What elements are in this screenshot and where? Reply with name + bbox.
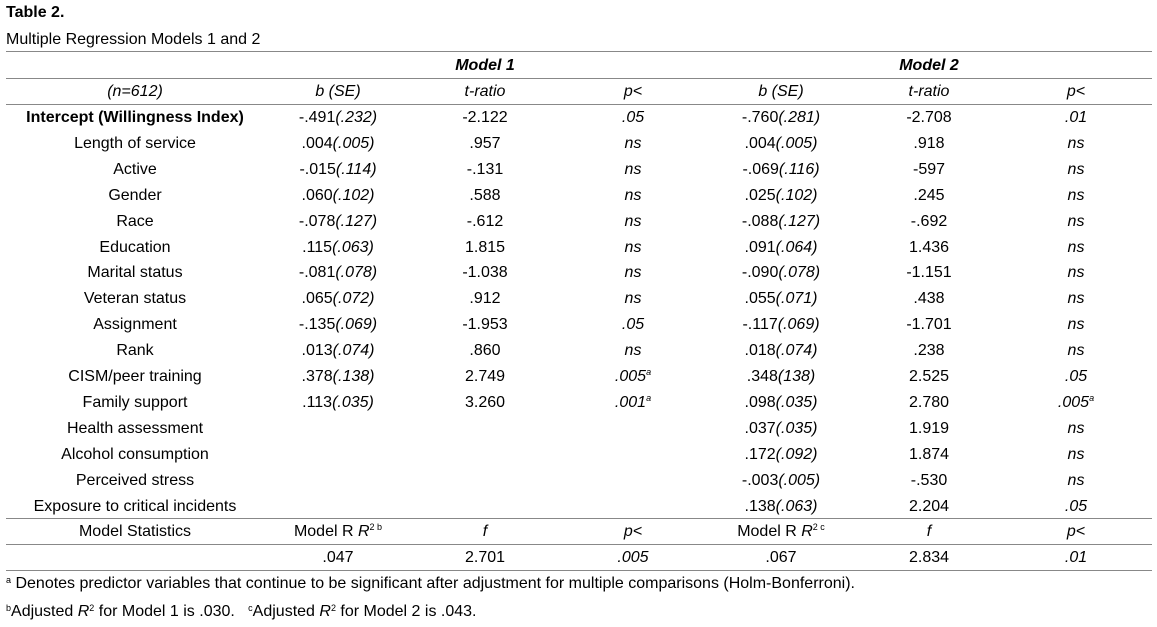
m2-t-ratio: .918 [913, 135, 945, 152]
m2-p-value: .05 [1064, 368, 1088, 385]
m2-p-value: ns [1067, 290, 1085, 307]
row-label: Intercept (Willingness Index) [26, 109, 244, 126]
m2-t-ratio: -1.701 [906, 316, 952, 333]
m1-t-ratio: 2.749 [464, 368, 506, 385]
m2-b-se: .172(.092) [744, 446, 818, 463]
m2-b-se: .018(.074) [744, 342, 818, 359]
m1-b-se: -.078(.127) [298, 213, 378, 230]
rule-top [6, 51, 1152, 52]
m1-t-ratio: .588 [469, 187, 501, 204]
rule-body-end [6, 518, 1152, 519]
m1-t-ratio: 1.815 [464, 239, 506, 256]
m1-t-ratio: .912 [469, 290, 501, 307]
m2-r2-label: Model R $R^{2 c}$ [737, 522, 825, 540]
m1-p-value: .05 [621, 316, 645, 333]
row-label: Length of service [74, 135, 196, 152]
m1-b-se: -.081(.078) [298, 264, 378, 281]
col-header-n: (n=612) [107, 83, 163, 100]
m2-f-label: f [926, 523, 932, 540]
m2-p-value: .01 [1064, 549, 1088, 566]
m2-p-value: ns [1067, 420, 1085, 437]
row-label: Assignment [93, 316, 177, 333]
m2-p-label: p< [1066, 523, 1086, 540]
m1-p-value: ns [624, 239, 642, 256]
m2-f-value: 2.834 [908, 549, 950, 566]
row-label: Gender [108, 187, 162, 204]
m1-t-ratio: -.612 [466, 213, 504, 230]
m2-p-value: ns [1067, 446, 1085, 463]
m1-b-se: .060(.102) [301, 187, 375, 204]
model-stats-label: Model Statistics [78, 523, 192, 540]
m1-b-se: -.135(.069) [298, 316, 378, 333]
m1-p-value: ns [624, 290, 642, 307]
m1-r2-label: Model R $R^{2 b}$ [293, 522, 383, 540]
m1-p-value: .05 [621, 109, 645, 126]
m2-p-value: ns [1067, 187, 1085, 204]
model2-header: Model 2 [899, 57, 959, 74]
m2-t-ratio: 2.780 [908, 394, 950, 411]
m2-t-ratio: 1.919 [908, 420, 950, 437]
m2-b-se: -.090(.078) [741, 264, 821, 281]
row-label: CISM/peer training [68, 368, 202, 385]
m1-b-se: .378(.138) [301, 368, 375, 385]
m2-t-ratio: -.530 [910, 472, 948, 489]
m2-p-value: .01 [1064, 109, 1088, 126]
m1-p-value: ns [624, 264, 642, 281]
m2-b-se: .348(138) [746, 368, 816, 385]
m2-p-value: ns [1067, 342, 1085, 359]
m2-b-se: .004(.005) [744, 135, 818, 152]
m2-b-se: -.069(.116) [742, 161, 820, 178]
m1-p-value: ns [624, 187, 642, 204]
m2-t-ratio: .438 [913, 290, 945, 307]
col-header-m1-p: p< [623, 83, 643, 100]
m2-b-se: .091(.064) [744, 239, 818, 256]
m2-t-ratio: .238 [913, 342, 945, 359]
col-header-m1-t: t-ratio [464, 83, 506, 100]
m2-b-se: .037(.035) [744, 420, 818, 437]
rule-model-header [6, 78, 1152, 79]
rule-col-header [6, 104, 1152, 105]
m1-f-value: 2.701 [464, 549, 506, 566]
m2-t-ratio: -1.151 [906, 264, 952, 281]
m2-p-value: ns [1067, 264, 1085, 281]
m1-b-se: .113(.035) [302, 394, 374, 411]
m1-t-ratio: -1.953 [462, 316, 508, 333]
m1-t-ratio: -1.038 [462, 264, 508, 281]
m1-b-se: .115(.063) [302, 239, 374, 256]
m2-t-ratio: .245 [913, 187, 945, 204]
m1-b-se: .004(.005) [301, 135, 375, 152]
row-label: Education [99, 239, 171, 256]
m1-t-ratio: -2.122 [462, 109, 508, 126]
m2-p-value: ns [1067, 213, 1085, 230]
m1-t-ratio: .957 [469, 135, 501, 152]
m2-t-ratio: -597 [912, 161, 946, 178]
m1-b-se: .013(.074) [301, 342, 375, 359]
m2-b-se: .025(.102) [744, 187, 818, 204]
m1-b-se: -.015(.114) [299, 161, 377, 178]
m2-r2-value: .067 [765, 549, 797, 566]
row-label: Race [116, 213, 154, 230]
m2-b-se: -.003(.005) [741, 472, 821, 489]
m1-t-ratio: .860 [469, 342, 501, 359]
m2-p-value: .05 [1064, 498, 1088, 515]
m1-b-se: .065(.072) [301, 290, 375, 307]
col-header-m2-p: p< [1066, 83, 1086, 100]
footnote-a: $^a$ Denotes predictor variables that continue to be significant after adjustment for multiple comparisons (Holm-Bonferroni). [6, 575, 855, 592]
m2-p-value: ns [1067, 161, 1085, 178]
row-label: Marital status [87, 264, 183, 281]
m1-b-se: -.491(.232) [298, 109, 378, 126]
m1-f-label: f [482, 523, 488, 540]
row-label: Exposure to critical incidents [33, 498, 237, 515]
m2-t-ratio: -2.708 [906, 109, 952, 126]
m2-p-value: ns [1067, 135, 1085, 152]
col-header-m2-t: t-ratio [908, 83, 950, 100]
m1-t-ratio: 3.260 [464, 394, 506, 411]
m2-p-value: ns [1067, 239, 1085, 256]
m1-r2-value: .047 [322, 549, 354, 566]
m2-b-se: -.088(.127) [741, 213, 821, 230]
m2-t-ratio: 1.436 [908, 239, 950, 256]
m2-b-se: -.117(.069) [742, 316, 820, 333]
m1-p-value: ns [624, 135, 642, 152]
m2-t-ratio: 2.204 [908, 498, 950, 515]
row-label: Perceived stress [75, 472, 195, 489]
row-label: Rank [116, 342, 154, 359]
m2-t-ratio: 1.874 [908, 446, 950, 463]
m1-p-value: ns [624, 161, 642, 178]
m1-p-label: p< [623, 523, 643, 540]
m2-b-se: .138(.063) [744, 498, 818, 515]
m1-p-value: ns [624, 213, 642, 230]
footnote-bc: $^b$Adjusted $R^2$ for Model 1 is .030. $^c$Adjusted $R^2$ for Model 2 is .043. [6, 603, 477, 620]
row-label: Health assessment [66, 420, 204, 437]
m2-t-ratio: -.692 [910, 213, 948, 230]
m1-p-value: ns [624, 342, 642, 359]
row-label: Veteran status [83, 290, 187, 307]
m2-p-value: ns [1067, 316, 1085, 333]
m1-p-value: .001$^a$ [614, 393, 652, 411]
m1-p-value: .005$^a$ [614, 367, 652, 385]
m2-b-se: .098(.035) [744, 394, 818, 411]
row-label: Alcohol consumption [61, 446, 209, 463]
m2-t-ratio: 2.525 [908, 368, 950, 385]
col-header-m1-b-se: b (SE) [315, 83, 361, 100]
col-header-m2-b-se: b (SE) [758, 83, 804, 100]
row-label: Active [113, 161, 157, 178]
m1-p-value: .005 [617, 549, 649, 566]
rule-bottom [6, 570, 1152, 571]
table-caption: Multiple Regression Models 1 and 2 [6, 31, 261, 48]
model1-header: Model 1 [455, 57, 515, 74]
m2-b-se: .055(.071) [744, 290, 818, 307]
m2-b-se: -.760(.281) [741, 109, 821, 126]
row-label: Family support [82, 394, 188, 411]
rule-stats-header [6, 544, 1152, 545]
table-label: Table 2. [6, 4, 65, 21]
m2-p-value: ns [1067, 472, 1085, 489]
m1-t-ratio: -.131 [466, 161, 504, 178]
m2-p-value: .005$^a$ [1057, 393, 1095, 411]
